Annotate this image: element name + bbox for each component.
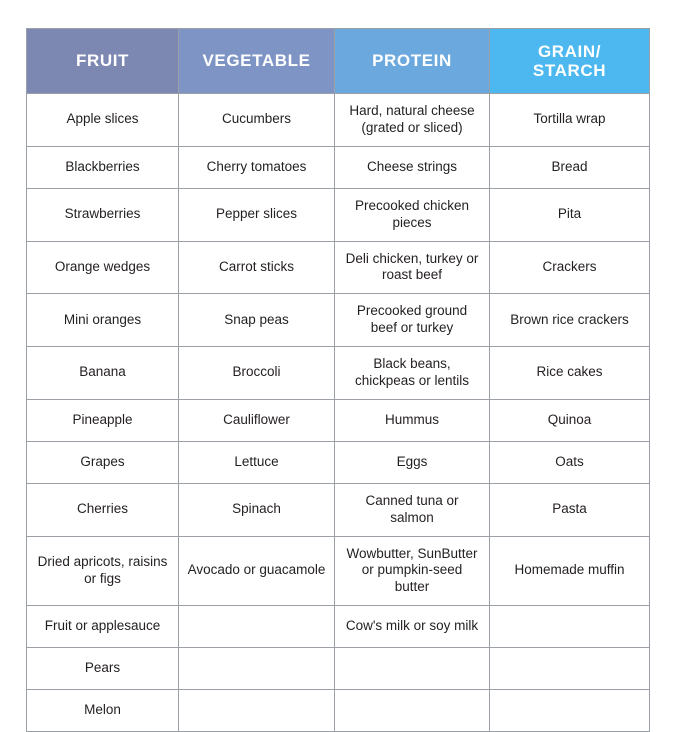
table-row: [27, 294, 650, 347]
table-cell: [490, 648, 650, 690]
table-body: [27, 94, 650, 732]
table-row: [27, 94, 650, 147]
table-cell: [335, 648, 490, 690]
table-cell: Spinach: [179, 483, 335, 536]
table-row: [27, 606, 650, 648]
column-header-grain-line1: GRAIN/: [537, 41, 602, 61]
table-row: [27, 536, 650, 606]
table-row: [27, 146, 650, 188]
table-cell: [179, 606, 335, 648]
table-cell: Deli chicken, turkey or roast beef: [335, 241, 490, 294]
table-cell: Blackberries: [27, 146, 179, 188]
table-cell: Banana: [27, 347, 179, 400]
table-cell: Black beans, chickpeas or lentils: [335, 347, 490, 400]
table-cell: Carrot sticks: [179, 241, 335, 294]
table-cell: Snap peas: [179, 294, 335, 347]
table-cell: Cherry tomatoes: [179, 146, 335, 188]
table-cell: Mini oranges: [27, 294, 179, 347]
table-cell: Quinoa: [490, 399, 650, 441]
table-row: [27, 347, 650, 400]
table-cell: Precooked ground beef or turkey: [335, 294, 490, 347]
table-cell: Crackers: [490, 241, 650, 294]
table-cell: Hard, natural cheese (grated or sliced): [335, 94, 490, 147]
table-cell: [179, 648, 335, 690]
table-row: [27, 241, 650, 294]
table-cell: Broccoli: [179, 347, 335, 400]
table-cell: Dried apricots, raisins or figs: [27, 536, 179, 606]
table-row: [27, 441, 650, 483]
table-cell: Cheese strings: [335, 146, 490, 188]
table-cell: Canned tuna or salmon: [335, 483, 490, 536]
table-cell: Tortilla wrap: [490, 94, 650, 147]
table-cell: Pita: [490, 188, 650, 241]
table-cell: Pears: [27, 648, 179, 690]
table-cell: Pepper slices: [179, 188, 335, 241]
column-header-fruit: FRUIT: [27, 29, 179, 94]
table-cell: Cow's milk or soy milk: [335, 606, 490, 648]
table-cell: Apple slices: [27, 94, 179, 147]
table-cell: [179, 690, 335, 732]
table-cell: Rice cakes: [490, 347, 650, 400]
table-cell: Melon: [27, 690, 179, 732]
table-cell: Cauliflower: [179, 399, 335, 441]
table-cell: [335, 690, 490, 732]
table-row: [27, 648, 650, 690]
table-cell: Fruit or applesauce: [27, 606, 179, 648]
table-cell: Hummus: [335, 399, 490, 441]
table-cell: Pasta: [490, 483, 650, 536]
column-header-grain-line2: STARCH: [532, 61, 607, 80]
table-cell: [490, 690, 650, 732]
table-cell: Bread: [490, 146, 650, 188]
table-row: [27, 690, 650, 732]
table-row: [27, 483, 650, 536]
table-cell: Cucumbers: [179, 94, 335, 147]
table-cell: Lettuce: [179, 441, 335, 483]
table-row: [27, 188, 650, 241]
table-cell: [490, 606, 650, 648]
table-cell: Strawberries: [27, 188, 179, 241]
table-cell: Pineapple: [27, 399, 179, 441]
column-header-vegetable: VEGETABLE: [179, 29, 335, 94]
table-cell: Eggs: [335, 441, 490, 483]
table-cell: Grapes: [27, 441, 179, 483]
table-cell: Wowbutter, SunButter or pumpkin-seed butter: [335, 536, 490, 606]
table-cell: Homemade muffin: [490, 536, 650, 606]
table-cell: Oats: [490, 441, 650, 483]
table-cell: Precooked chicken pieces: [335, 188, 490, 241]
table-cell: Orange wedges: [27, 241, 179, 294]
column-header-grain-starch: [490, 29, 650, 94]
table-row: [27, 399, 650, 441]
table-cell: Brown rice crackers: [490, 294, 650, 347]
table-cell: Cherries: [27, 483, 179, 536]
header-row: [27, 29, 650, 94]
column-header-protein: PROTEIN: [335, 29, 490, 94]
food-groups-table: [26, 28, 650, 732]
table-header: [27, 29, 650, 94]
table-cell: Avocado or guacamole: [179, 536, 335, 606]
